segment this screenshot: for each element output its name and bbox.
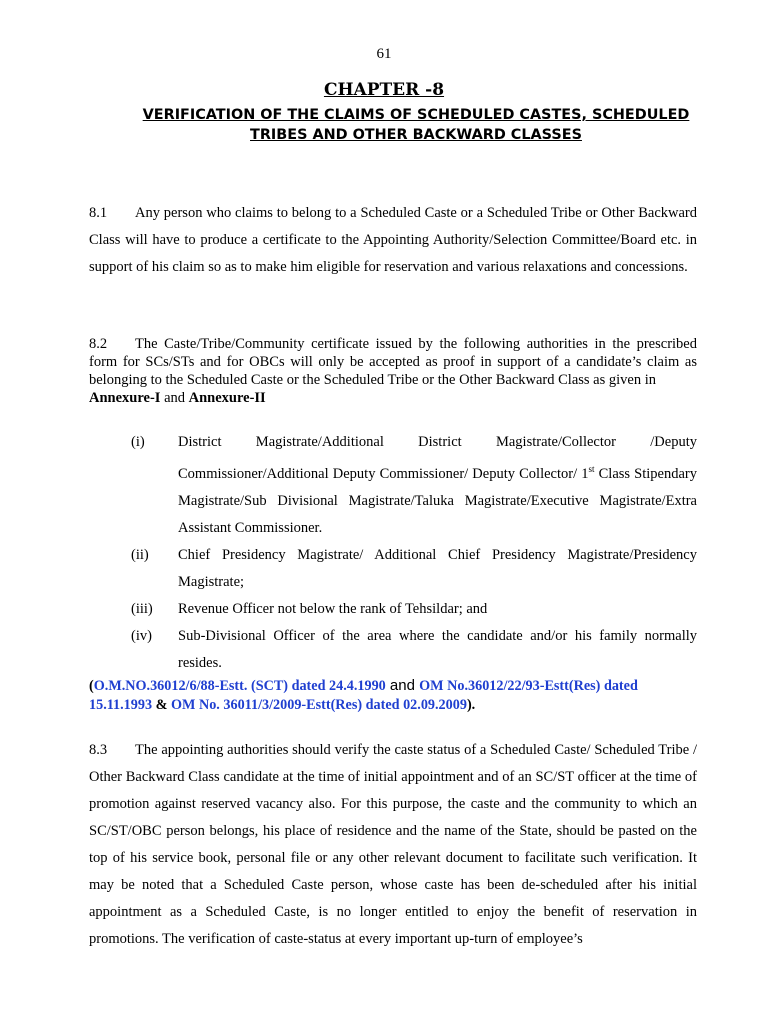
annexure-1-label: Annexure-I bbox=[89, 390, 161, 406]
om-reference-3: OM No. 36011/3/2009-Estt(Res) dated 02.09.2009 bbox=[170, 697, 467, 713]
annexure-2-label: Annexure-II bbox=[188, 390, 266, 406]
section-number: 8.3 bbox=[89, 742, 108, 758]
list-item bbox=[131, 542, 697, 596]
authority-list bbox=[131, 429, 697, 677]
section-number: 8.2 bbox=[89, 336, 108, 352]
om-reference-2: OM No.36012/22/93-Estt(Res) dated 15.11.1993 bbox=[89, 678, 638, 713]
and-text: and bbox=[164, 390, 185, 406]
section-text: The Caste/Tribe/Community certificate issued by the following authorities in the prescribed form for SCs/STs and for OBCs will only be accepted as proof in support of a candidate’s claim as belonging to the Scheduled Caste or the Scheduled Tribe or the Other Backward Class as given in bbox=[89, 336, 697, 388]
list-item bbox=[131, 596, 697, 623]
section-number: 8.1 bbox=[89, 205, 108, 221]
paragraph-8-1 bbox=[89, 200, 697, 281]
list-text: District Magistrate/Additional District Magistrate/Collector /Deputy Commissioner/Additional Deputy Commissioner/ Deputy Collector/ 1st Class Stipendary Magistrate/Sub Divisional Magistrate/Taluka Magistrate/Executive Magistrate/Extra Assistant Commissioner. bbox=[178, 434, 697, 536]
chapter-title: VERIFICATION OF THE CLAIMS OF SCHEDULED CASTES, SCHEDULED TRIBES AND OTHER BACKWARD CLASSES bbox=[142, 107, 690, 143]
list-text: Chief Presidency Magistrate/ Additional Chief Presidency Magistrate/Presidency Magistrate; bbox=[178, 546, 697, 590]
list-text: Sub-Divisional Officer of the area where the candidate and/or his family normally resides. bbox=[178, 627, 697, 671]
list-index: (ii) bbox=[131, 546, 149, 563]
om-reference-1: O.M.NO.36012/6/88-Estt. (SCT) dated 24.4.1990 bbox=[93, 678, 386, 694]
list-index: (i) bbox=[131, 434, 145, 450]
office-memorandum-reference: (O.M.NO.36012/6/88-Estt. (SCT) dated 24.4.1990 and OM No.36012/22/93-Estt(Res) dated 15.11.1993 & OM No. 36011/3/2009-Estt(Res) dated 02.09.2009). bbox=[89, 677, 638, 713]
paragraph-8-2 bbox=[89, 335, 697, 407]
paragraph-8-3 bbox=[89, 737, 697, 953]
list-item bbox=[131, 429, 697, 542]
chapter-label: CHAPTER -8 bbox=[323, 80, 445, 100]
section-text: Any person who claims to belong to a Scheduled Caste or a Scheduled Tribe or Other Backward Class will have to produce a certificate to the Appointing Authority/Selection Committee/Board etc. in support of his claim so as to make him eligible for reservation and various relaxations and concessions. bbox=[89, 205, 697, 275]
list-index: (iii) bbox=[131, 600, 153, 617]
list-text: Revenue Officer not below the rank of Tehsildar; and bbox=[178, 600, 488, 617]
section-text: The appointing authorities should verify the caste status of a Scheduled Caste/ Scheduled Tribe / Other Backward Class candidate at the time of initial appointment and of an SC/ST officer at the time of promotion against reserved vacancy also. For this purpose, the caste and the community to which an SC/ST/OBC person belongs, his place of residence and the name of the State, should be pasted on the top of his service book, personal file or any other relevant document to facilitate such verification. It may be noted that a Scheduled Caste person, whose caste has been de-scheduled after his initial appointment as a Scheduled Caste, is no longer entitled to enjoy the benefit of reservation in promotions. The verification of caste-status at every important up-turn of employee’s bbox=[89, 742, 697, 947]
list-item bbox=[131, 623, 697, 677]
list-index: (iv) bbox=[131, 627, 152, 644]
page-number: 61 bbox=[376, 46, 392, 62]
